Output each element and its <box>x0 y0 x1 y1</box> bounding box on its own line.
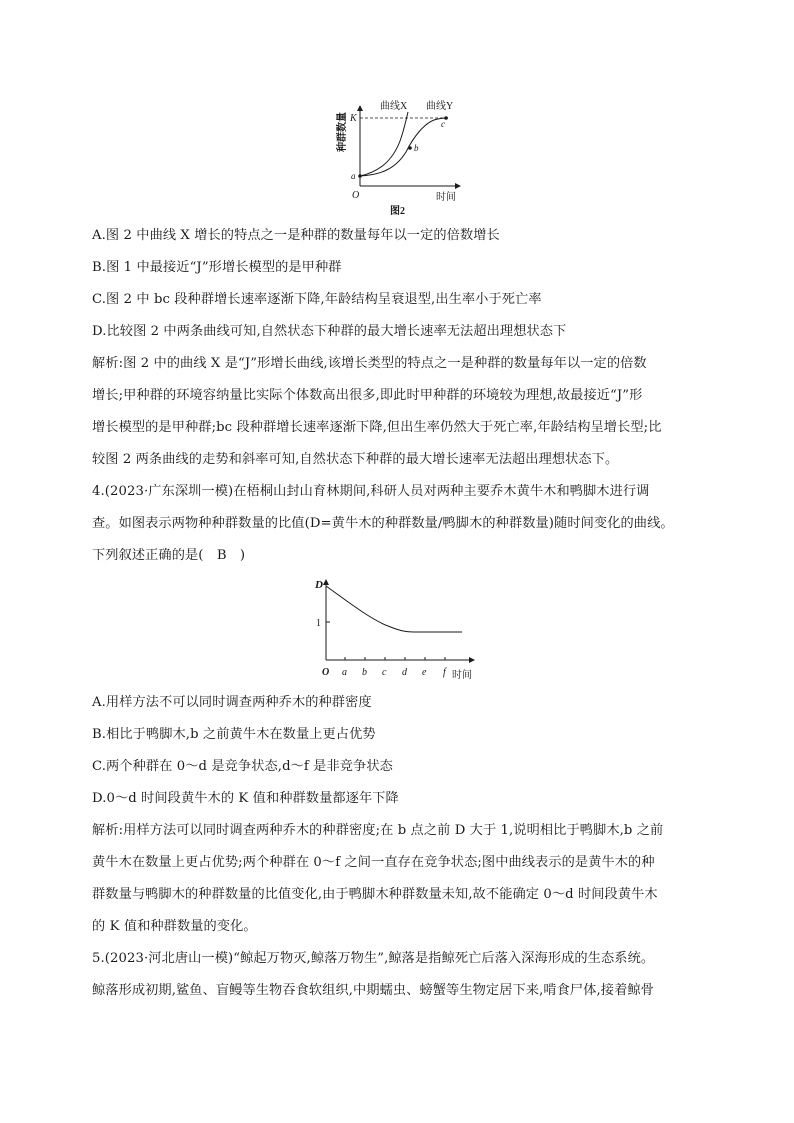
q4-x-tick-d: d <box>402 667 407 678</box>
q3-analysis-line: 较图 2 两条曲线的走势和斜率可知,自然状态下种群的最大增长速率无法超出理想状态下。 <box>92 452 619 467</box>
q4-x-tick-a: a <box>342 667 347 678</box>
point-b-label: b <box>414 143 419 153</box>
q4-option-d: D.0～d 时间段黄牛木的 K 值和种群数量都逐年下降 <box>92 791 399 806</box>
q4-analysis-line: 群数量与鸭脚木的种群数量的比值变化,由于鸭脚木种群数量未知,故不能确定 0～d 时间段黄牛木 <box>92 887 658 902</box>
q4-figure <box>306 574 486 684</box>
q3-analysis-line: 解析:图 2 中的曲线 X 是“J”形增长曲线,该增长类型的特点之一是种群的数量每年以一定的倍数 <box>92 356 647 371</box>
q5-stem-line: 鲸落形成初期,鲨鱼、盲鳗等生物吞食软组织,中期蠕虫、螃蟹等生物定居下来,啃食尸体,接着鲸骨 <box>92 983 654 998</box>
x-axis-label: 时间 <box>436 192 456 203</box>
q4-option-c: C.两个种群在 0～d 是竞争状态,d～f 是非竞争状态 <box>92 759 393 774</box>
q4-option-a: A.用样方法不可以同时调查两种乔木的种群密度 <box>92 695 372 710</box>
point-b-marker <box>408 146 412 150</box>
k-label: K <box>350 113 357 124</box>
q4-ratio-curve <box>326 586 462 632</box>
q4-analysis-line: 的 K 值和种群数量的变化。 <box>92 919 257 934</box>
q4-tick-1-label: 1 <box>316 618 321 629</box>
origin-label: O <box>352 190 360 201</box>
point-c-label: c <box>441 119 445 129</box>
q3-option-d: D.比较图 2 中两条曲线可知,自然状态下种群的最大增长速率无法超出理想状态下 <box>92 324 567 339</box>
q3-option-c: C.图 2 中 bc 段种群增长速率逐渐下降,年龄结构呈衰退型,出生率小于死亡率 <box>92 292 542 307</box>
q4-option-b: B.相比于鸭脚木,b 之前黄牛木在数量上更占优势 <box>92 727 376 742</box>
q4-analysis-line: 解析:用样方法可以同时调查两种乔木的种群密度;在 b 点之前 D 大于 1,说明相比于鸭脚木,b 之前 <box>92 823 664 838</box>
q3-analysis-line: 增长模型的是甲种群;bc 段种群增长速率逐渐下降,但出生率仍然大于死亡率,年龄结构呈增长型;比 <box>92 420 662 435</box>
q4-analysis-line: 黄牛木在数量上更占优势;两个种群在 0～f 之间一直存在竞争状态;图中曲线表示的是黄牛木的种 <box>92 855 655 870</box>
q4-origin-label: O <box>322 667 330 678</box>
q4-x-tick-e: e <box>422 667 427 678</box>
curve-x <box>360 112 408 176</box>
figure-2 <box>330 96 470 220</box>
curve-y-label: 曲线Y <box>426 101 454 112</box>
q4-y-axis-label: D <box>315 579 323 591</box>
q3-option-b: B.图 1 中最接近“J”形增长模型的是甲种群 <box>92 260 342 275</box>
q4-stem-line: 查。如图表示两物种种群数量的比值(D=黄牛木的种群数量/鸭脚木的种群数量)随时间变化的曲线。 <box>92 516 674 531</box>
q3-analysis-line: 增长;甲种群的环境容纳量比实际个体数高出很多,即此时甲种群的环境较为理想,故最接近“J”形 <box>92 388 643 403</box>
curve-x-label: 曲线X <box>380 101 408 112</box>
q4-x-axis-label: 时间 <box>452 670 472 681</box>
q4-x-tick-b: b <box>362 667 367 678</box>
q3-option-a: A.图 2 中曲线 X 增长的特点之一是种群的数量每年以一定的倍数增长 <box>92 228 500 243</box>
q5-stem-line: 5.(2023·河北唐山一模)“鲸起万物灭,鲸落万物生”,鲸落是指鲸死亡后落入深海形成的生态系统。 <box>92 951 655 966</box>
figure-2-caption: 图2 <box>390 206 405 217</box>
q4-x-tick-f: f <box>443 667 446 678</box>
q4-x-tick-c: c <box>382 667 387 678</box>
q4-stem-line: 4.(2023·广东深圳一模)在梧桐山封山育林期间,科研人员对两种主要乔木黄牛木和鸭脚木进行调 <box>92 484 650 499</box>
q4-stem-line: 下列叙述正确的是( B ) <box>92 548 246 563</box>
point-a-marker <box>358 174 362 178</box>
point-a-label: a <box>351 171 356 181</box>
y-axis-label: 种群数量 <box>337 112 348 152</box>
